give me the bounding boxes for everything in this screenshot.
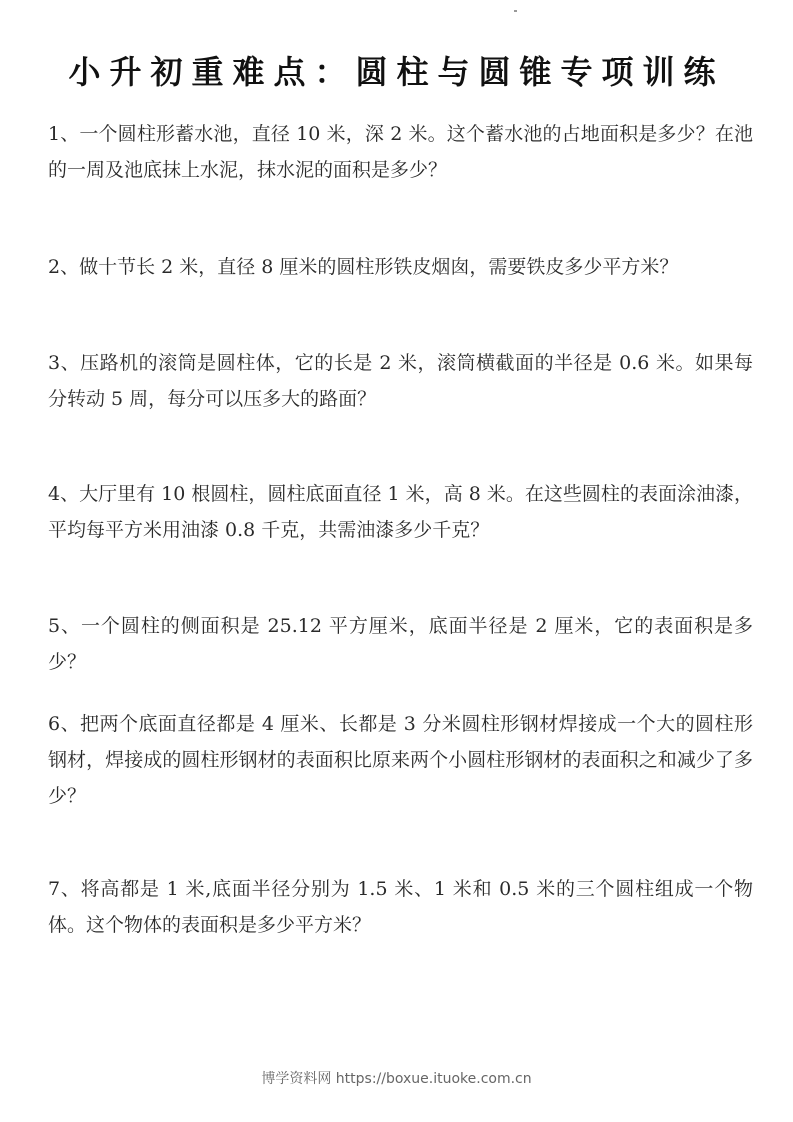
page-title: 小升初重难点：圆柱与圆锥专项训练 xyxy=(68,53,725,91)
question-3: 3、压路机的滚筒是圆柱体，它的长是 2 米，滚筒横截面的半径是 0.6 米。如果每分转动 5 周，每分可以压多大的路面？ xyxy=(48,352,753,410)
question-4: 4、大厅里有 10 根圆柱，圆柱底面直径 1 米，高 8 米。在这些圆柱的表面涂油漆，平均每平方米用油漆 0.8 千克，共需油漆多少千克？ xyxy=(48,483,753,541)
footer-source: 博学资料网 https://boxue.ituoke.com.cn xyxy=(261,1071,532,1087)
question-6: 6、把两个底面直径都是 4 厘米、长都是 3 分米圆柱形钢材焊接成一个大的圆柱形钢材，焊接成的圆柱形钢材的表面积比原来两个小圆柱形钢材的表面积之和减少了多少？ xyxy=(48,713,753,807)
question-5: 5、一个圆柱的侧面积是 25.12 平方厘米，底面半径是 2 厘米，它的表面积是多少？ xyxy=(48,615,753,673)
page-mark xyxy=(514,10,517,12)
question-1: 1、一个圆柱形蓄水池，直径 10 米，深 2 米。这个蓄水池的占地面积是多少？在池的一周及池底抹上水泥，抹水泥的面积是多少？ xyxy=(48,123,753,181)
question-7: 7、将高都是 1 米,底面半径分别为 1.5 米、1 米和 0.5 米的三个圆柱组成一个物体。这个物体的表面积是多少平方米？ xyxy=(48,878,753,936)
question-2: 2、做十节长 2 米，直径 8 厘米的圆柱形铁皮烟囱，需要铁皮多少平方米？ xyxy=(48,256,679,278)
